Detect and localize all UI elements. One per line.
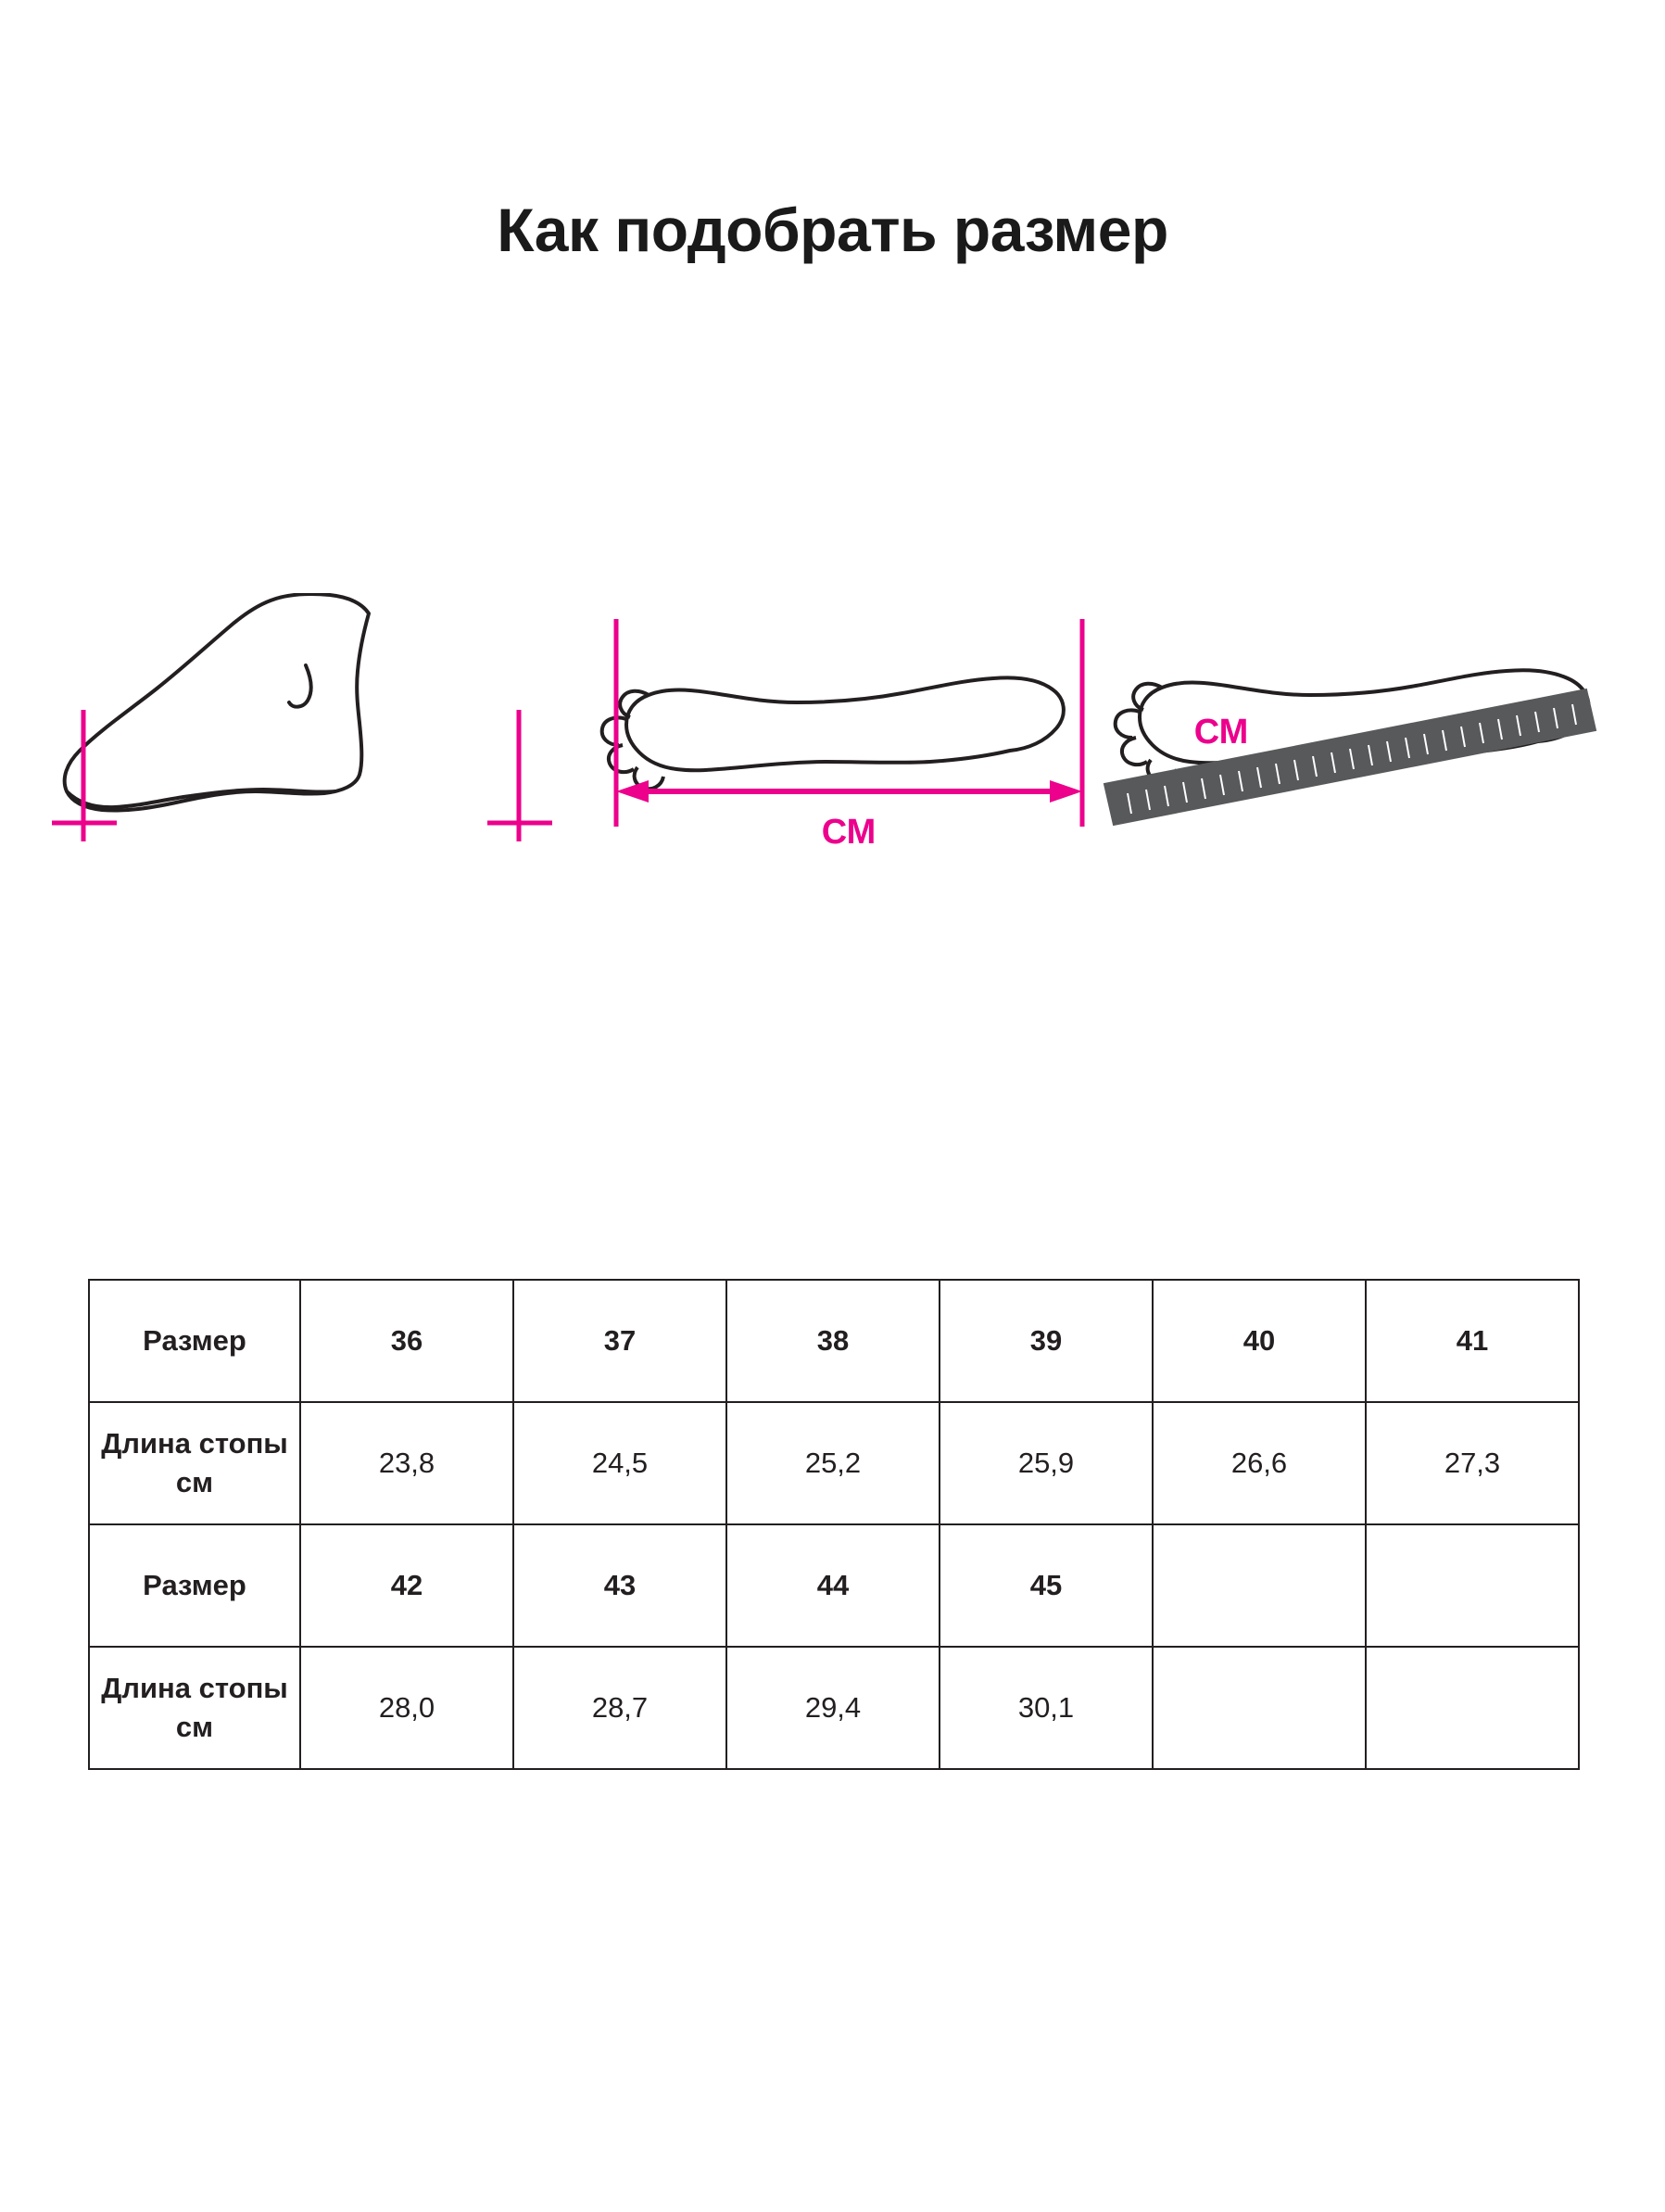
size-cell: 39 bbox=[940, 1280, 1153, 1402]
size-table-container bbox=[88, 1279, 1578, 1770]
size-cell: 36 bbox=[300, 1280, 513, 1402]
size-cell-empty bbox=[1366, 1524, 1579, 1647]
row-label-line1: Длина стопы bbox=[101, 1672, 288, 1705]
length-cell: 28,7 bbox=[513, 1647, 726, 1769]
length-cell: 24,5 bbox=[513, 1402, 726, 1524]
table-row bbox=[89, 1280, 1579, 1402]
ruler bbox=[1104, 689, 1596, 825]
row-header-label: Размер bbox=[89, 1524, 300, 1647]
cm-label-ruler: СМ bbox=[1193, 713, 1249, 752]
page-title: Как подобрать размер bbox=[497, 196, 1168, 264]
size-cell: 38 bbox=[726, 1280, 940, 1402]
figure-side-view-foot bbox=[52, 594, 552, 841]
size-cell: 45 bbox=[940, 1524, 1153, 1647]
size-cell: 37 bbox=[513, 1280, 726, 1402]
row-header-label bbox=[89, 1402, 300, 1524]
length-cell-empty bbox=[1153, 1647, 1366, 1769]
size-table bbox=[88, 1279, 1580, 1770]
length-cell: 27,3 bbox=[1366, 1402, 1579, 1524]
table-row bbox=[89, 1402, 1579, 1524]
size-cell: 43 bbox=[513, 1524, 726, 1647]
length-cell: 25,2 bbox=[726, 1402, 940, 1524]
size-cell: 44 bbox=[726, 1524, 940, 1647]
table-row bbox=[89, 1524, 1579, 1647]
length-cell: 28,0 bbox=[300, 1647, 513, 1769]
figure-top-view-foot-ruler bbox=[1104, 670, 1596, 825]
row-label-line2: см bbox=[175, 1711, 214, 1743]
figure-top-view-foot-arrow bbox=[602, 619, 1082, 852]
size-cell: 40 bbox=[1153, 1280, 1366, 1402]
row-header-label bbox=[89, 1647, 300, 1769]
size-cell: 41 bbox=[1366, 1280, 1579, 1402]
length-cell: 29,4 bbox=[726, 1647, 940, 1769]
size-cell: 42 bbox=[300, 1524, 513, 1647]
cm-label-arrow: СМ bbox=[821, 813, 877, 852]
foot-measurement-figures bbox=[0, 593, 1665, 1019]
length-cell-empty bbox=[1366, 1647, 1579, 1769]
length-cell: 25,9 bbox=[940, 1402, 1153, 1524]
length-cell: 23,8 bbox=[300, 1402, 513, 1524]
size-cell-empty bbox=[1153, 1524, 1366, 1647]
row-label-line2: см bbox=[175, 1466, 214, 1498]
row-label-line1: Длина стопы bbox=[101, 1427, 288, 1460]
row-header-label: Размер bbox=[89, 1280, 300, 1402]
length-cell: 26,6 bbox=[1153, 1402, 1366, 1524]
table-row bbox=[89, 1647, 1579, 1769]
length-cell: 30,1 bbox=[940, 1647, 1153, 1769]
